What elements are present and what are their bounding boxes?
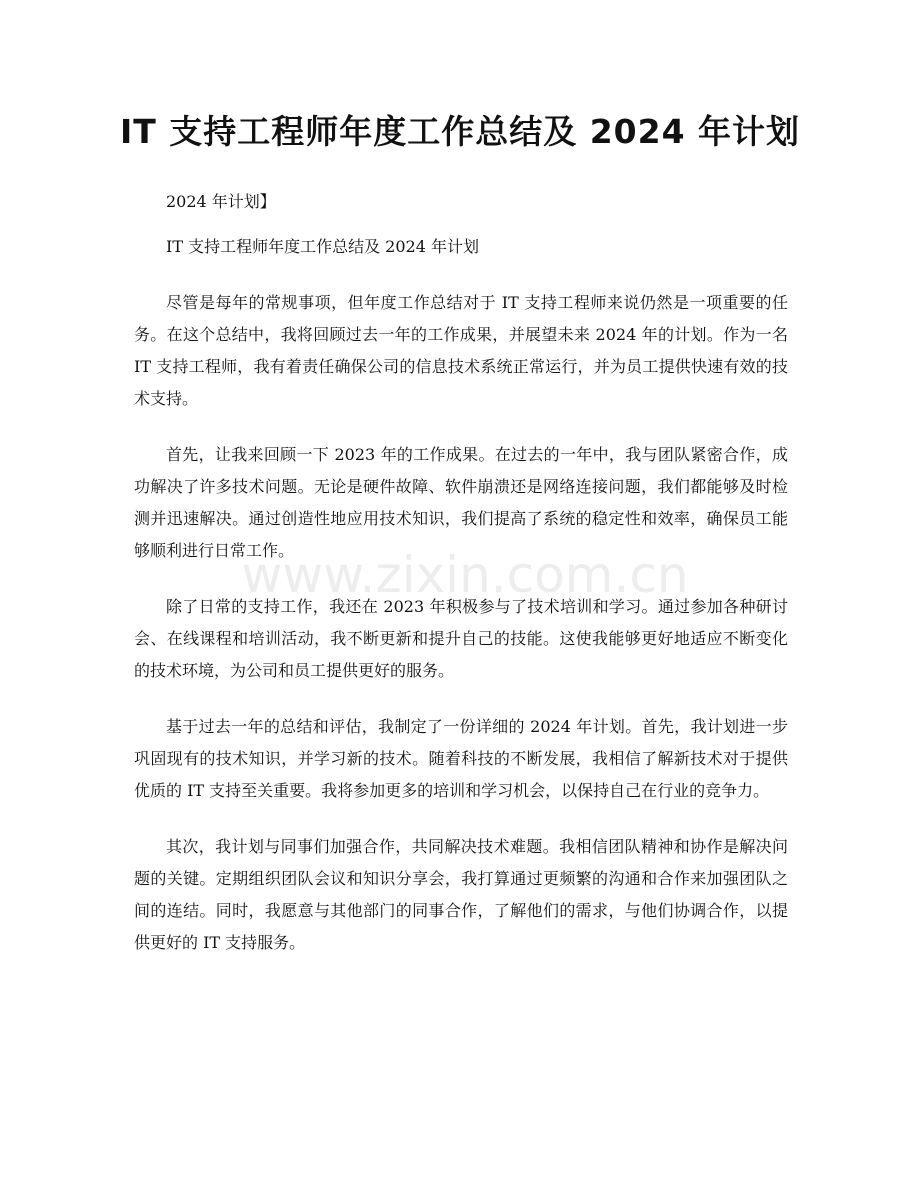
document-title: IT 支持工程师年度工作总结及 2024 年计划 [119,112,801,151]
paragraph-plan-fragment: 2024 年计划】 [166,192,276,211]
paragraph-2024-plan: 基于过去一年的总结和评估，我制定了一份详细的 2024 年计划。首先，我计划进一步巩固现有的技术知识，并学习新的技术。随着科技的不断发展，我相信了解新技术对于提供优质的 IT 支持至关重要。我将参加更多的培训和学习机会，以保持自己在行业的竞争力。 [134,717,788,800]
paragraph-teamwork: 其次，我计划与同事们加强合作，共同解决技术难题。我相信团队精神和协作是解决问题的关键。定期组织团队会议和知识分享会，我打算通过更频繁的沟通和合作来加强团队之间的连结。同时，我愿意与其他部门的同事合作，了解他们的需求，与他们协调合作，以提供更好的 IT 支持服务。 [134,837,788,952]
paragraph-subtitle: IT 支持工程师年度工作总结及 2024 年计划 [166,237,479,256]
document-body [134,186,788,983]
paragraph-2023-results: 首先，让我来回顾一下 2023 年的工作成果。在过去的一年中，我与团队紧密合作，成功解决了许多技术问题。无论是硬件故障、软件崩溃还是网络连接问题，我们都能够及时检测并迅速解决。通过创造性地应用技术知识，我们提高了系统的稳定性和效率，确保员工能够顺利进行日常工作。 [134,445,788,560]
paragraph-intro: 尽管是每年的常规事项，但年度工作总结对于 IT 支持工程师来说仍然是一项重要的任务。在这个总结中，我将回顾过去一年的工作成果，并展望未来 2024 年的计划。作为一名 IT 支持工程师，我有着责任确保公司的信息技术系统正常运行，并为员工提供快速有效的技术支持。 [134,293,788,408]
paragraph-training: 除了日常的支持工作，我还在 2023 年积极参与了技术培训和学习。通过参加各种研讨会、在线课程和培训活动，我不断更新和提升自己的技能。这使我能够更好地适应不断变化的技术环境，为公司和员工提供更好的服务。 [134,597,788,680]
watermark: www.zixin.com.cn [241,546,689,604]
